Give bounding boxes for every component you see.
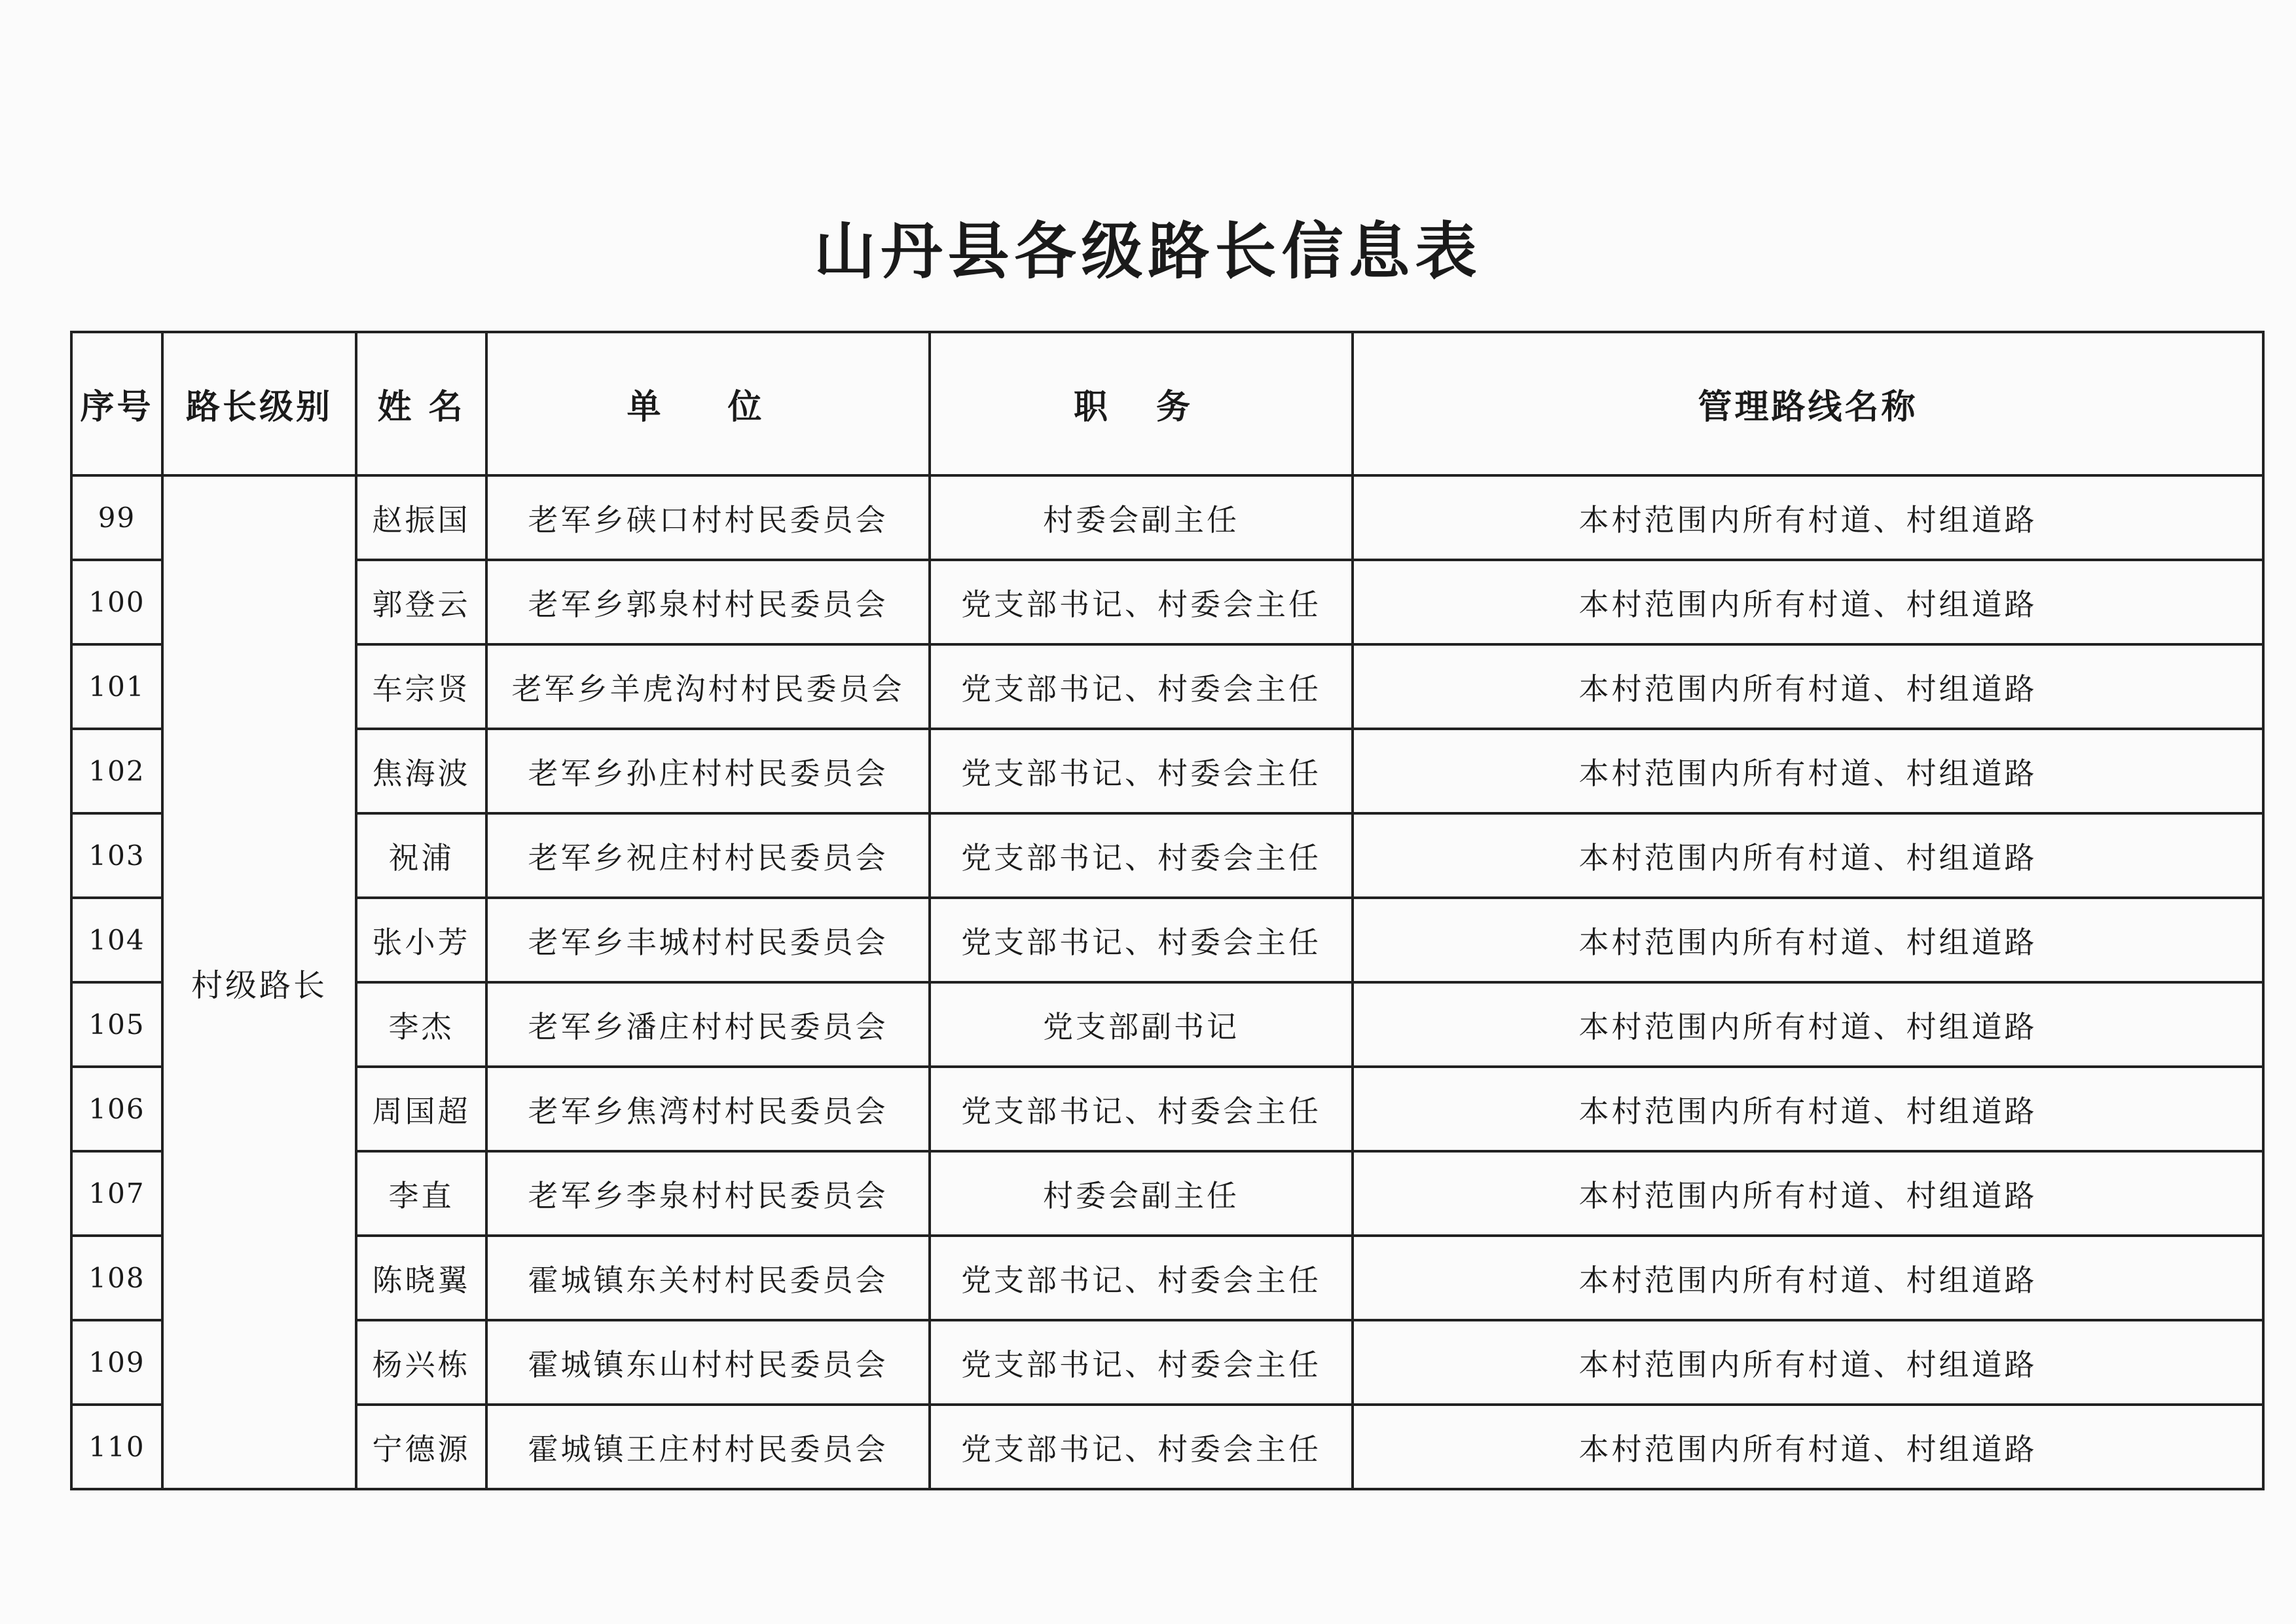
name-cell: 张小芳 (356, 898, 486, 982)
header-name: 姓 名 (356, 332, 486, 475)
route-cell: 本村范围内所有村道、村组道路 (1353, 475, 2263, 560)
name-cell: 焦海波 (356, 729, 486, 813)
unit-cell: 老军乡孙庄村村民委员会 (486, 729, 930, 813)
name-cell: 赵振国 (356, 475, 486, 560)
seq-cell: 102 (71, 729, 162, 813)
position-cell: 党支部副书记 (930, 982, 1353, 1067)
table-row (71, 475, 2263, 560)
table-row (71, 1405, 2263, 1489)
name-cell: 祝浦 (356, 813, 486, 898)
name-cell: 周国超 (356, 1067, 486, 1151)
unit-cell: 老军乡丰城村村民委员会 (486, 898, 930, 982)
header-row (71, 332, 2263, 475)
seq-cell: 108 (71, 1236, 162, 1320)
seq-cell: 103 (71, 813, 162, 898)
seq-cell: 100 (71, 560, 162, 644)
name-cell: 李杰 (356, 982, 486, 1067)
unit-cell: 老军乡郭泉村村民委员会 (486, 560, 930, 644)
position-cell: 村委会副主任 (930, 475, 1353, 560)
table-row (71, 560, 2263, 644)
table-row (71, 898, 2263, 982)
route-cell: 本村范围内所有村道、村组道路 (1353, 560, 2263, 644)
header-unit: 单 位 (486, 332, 930, 475)
seq-cell: 99 (71, 475, 162, 560)
seq-cell: 104 (71, 898, 162, 982)
seq-cell: 101 (71, 644, 162, 729)
table-row (71, 1320, 2263, 1405)
table-row (71, 1067, 2263, 1151)
table-row (71, 982, 2263, 1067)
header-seq: 序号 (71, 332, 162, 475)
unit-cell: 老军乡羊虎沟村村民委员会 (486, 644, 930, 729)
route-cell: 本村范围内所有村道、村组道路 (1353, 729, 2263, 813)
unit-cell: 老军乡硖口村村民委员会 (486, 475, 930, 560)
header-route: 管理路线名称 (1353, 332, 2263, 475)
unit-cell: 老军乡祝庄村村民委员会 (486, 813, 930, 898)
seq-cell: 107 (71, 1151, 162, 1236)
unit-cell: 霍城镇东关村村民委员会 (486, 1236, 930, 1320)
position-cell: 党支部书记、村委会主任 (930, 813, 1353, 898)
table-row (71, 813, 2263, 898)
route-cell: 本村范围内所有村道、村组道路 (1353, 1236, 2263, 1320)
page-title: 山丹县各级路长信息表 (814, 215, 1482, 287)
position-cell: 党支部书记、村委会主任 (930, 560, 1353, 644)
unit-cell: 霍城镇东山村村民委员会 (486, 1320, 930, 1405)
route-cell: 本村范围内所有村道、村组道路 (1353, 982, 2263, 1067)
route-cell: 本村范围内所有村道、村组道路 (1353, 1151, 2263, 1236)
route-cell: 本村范围内所有村道、村组道路 (1353, 644, 2263, 729)
route-cell: 本村范围内所有村道、村组道路 (1353, 1405, 2263, 1489)
road-chief-table (70, 331, 2265, 1490)
table-row (71, 1151, 2263, 1236)
header-level: 路长级别 (162, 332, 356, 475)
position-cell: 党支部书记、村委会主任 (930, 729, 1353, 813)
name-cell: 郭登云 (356, 560, 486, 644)
name-cell: 宁德源 (356, 1405, 486, 1489)
seq-cell: 110 (71, 1405, 162, 1489)
route-cell: 本村范围内所有村道、村组道路 (1353, 898, 2263, 982)
route-cell: 本村范围内所有村道、村组道路 (1353, 813, 2263, 898)
position-cell: 党支部书记、村委会主任 (930, 1320, 1353, 1405)
route-cell: 本村范围内所有村道、村组道路 (1353, 1067, 2263, 1151)
seq-cell: 109 (71, 1320, 162, 1405)
position-cell: 党支部书记、村委会主任 (930, 898, 1353, 982)
table-row (71, 644, 2263, 729)
header-position: 职 务 (930, 332, 1353, 475)
table-row (71, 729, 2263, 813)
seq-cell: 106 (71, 1067, 162, 1151)
position-cell: 党支部书记、村委会主任 (930, 1236, 1353, 1320)
unit-cell: 老军乡李泉村村民委员会 (486, 1151, 930, 1236)
position-cell: 党支部书记、村委会主任 (930, 644, 1353, 729)
name-cell: 车宗贤 (356, 644, 486, 729)
position-cell: 党支部书记、村委会主任 (930, 1405, 1353, 1489)
name-cell: 陈晓翼 (356, 1236, 486, 1320)
unit-cell: 霍城镇王庄村村民委员会 (486, 1405, 930, 1489)
position-cell: 村委会副主任 (930, 1151, 1353, 1236)
table-row (71, 1236, 2263, 1320)
level-cell: 村级路长 (162, 475, 356, 1489)
seq-cell: 105 (71, 982, 162, 1067)
unit-cell: 老军乡焦湾村村民委员会 (486, 1067, 930, 1151)
route-cell: 本村范围内所有村道、村组道路 (1353, 1320, 2263, 1405)
name-cell: 杨兴栋 (356, 1320, 486, 1405)
position-cell: 党支部书记、村委会主任 (930, 1067, 1353, 1151)
unit-cell: 老军乡潘庄村村民委员会 (486, 982, 930, 1067)
name-cell: 李直 (356, 1151, 486, 1236)
